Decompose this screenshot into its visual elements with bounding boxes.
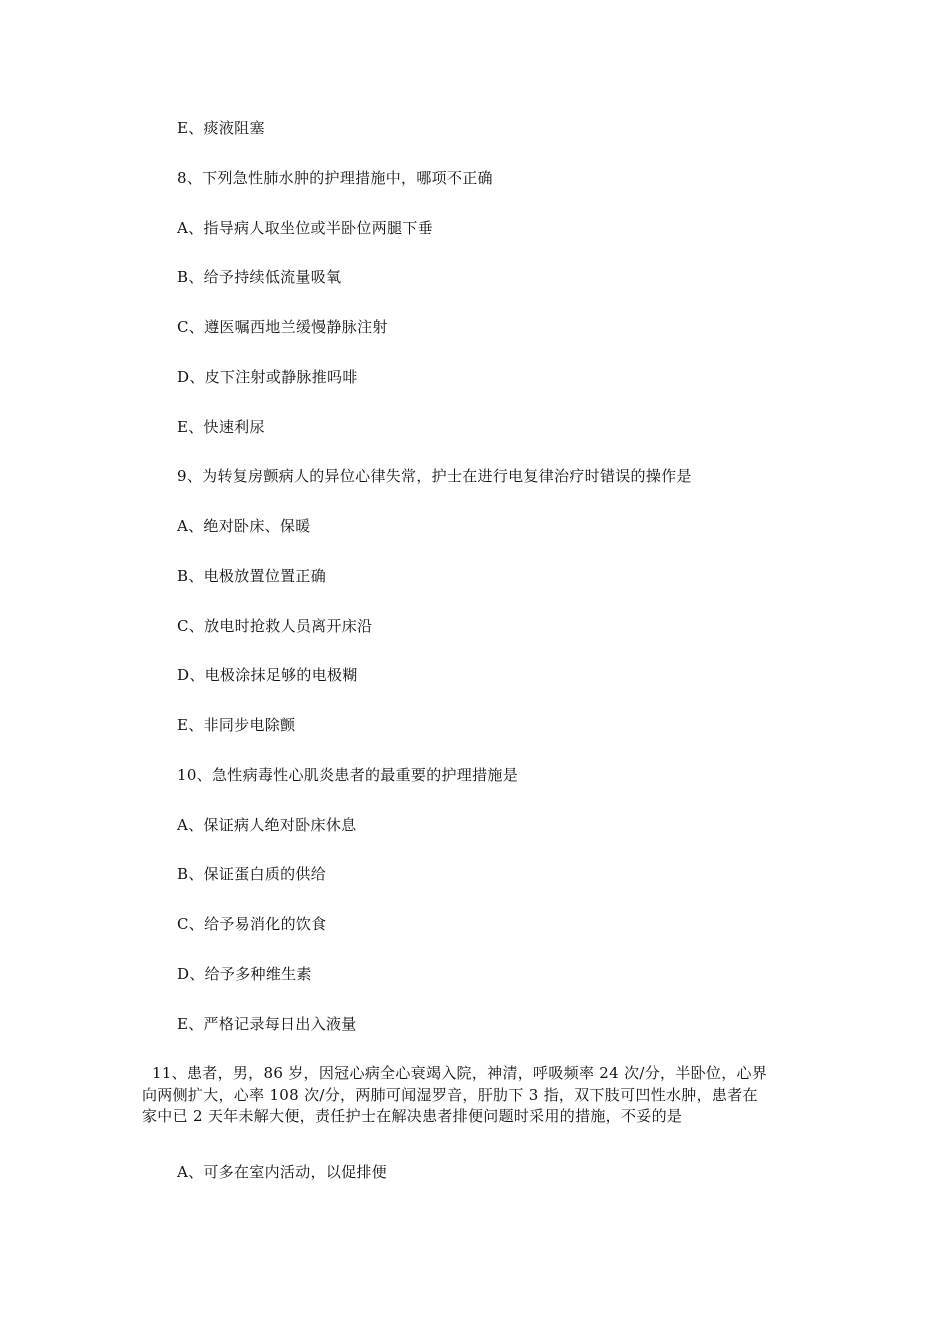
q8-stem: 8、下列急性肺水肿的护理措施中，哪项不正确	[177, 169, 493, 187]
q11-stem-line-3: 家中已 2 天年未解大便，责任护士在解决患者排便问题时采用的措施，不妥的是	[142, 1107, 683, 1125]
q7-option-e: E、痰液阻塞	[177, 119, 265, 137]
q9-option-a: A、绝对卧床、保暖	[177, 517, 311, 535]
q11-stem-line-2: 向两侧扩大，心率 108 次/分，两肺可闻湿罗音，肝肋下 3 指，双下肢可凹性水肿，患者在	[142, 1085, 758, 1104]
q8-option-d: D、皮下注射或静脉推吗啡	[177, 368, 358, 386]
q8-option-c: C、遵医嘱西地兰缓慢静脉注射	[177, 318, 388, 336]
q11-stem-line-1: 11、患者，男，86 岁，因冠心病全心衰竭入院，神清，呼吸频率 24 次/分，半卧位，心界	[152, 1064, 768, 1082]
q9-option-b: B、电极放置位置正确	[177, 567, 327, 585]
q9-option-d: D、电极涂抹足够的电极糊	[177, 666, 358, 684]
q8-option-a: A、指导病人取坐位或半卧位两腿下垂	[177, 219, 433, 237]
q9-option-c: C、放电时抢救人员离开床沿	[177, 617, 373, 635]
q11-stem	[142, 1063, 810, 1128]
q10-option-c: C、给予易消化的饮食	[177, 915, 327, 933]
q10-option-d: D、给予多种维生素	[177, 965, 312, 983]
q10-option-b: B、保证蛋白质的供给	[177, 865, 327, 883]
q10-option-a: A、保证病人绝对卧床休息	[177, 816, 357, 834]
q9-option-e: E、非同步电除颤	[177, 716, 296, 734]
q10-option-e: E、严格记录每日出入液量	[177, 1015, 357, 1033]
q8-option-b: B、给予持续低流量吸氧	[177, 268, 342, 286]
q8-option-e: E、快速利尿	[177, 418, 265, 436]
q11-option-a: A、可多在室内活动，以促排便	[177, 1163, 388, 1181]
q9-stem: 9、为转复房颤病人的异位心律失常，护士在进行电复律治疗时错误的操作是	[177, 467, 692, 485]
q10-stem: 10、急性病毒性心肌炎患者的最重要的护理措施是	[177, 766, 518, 784]
